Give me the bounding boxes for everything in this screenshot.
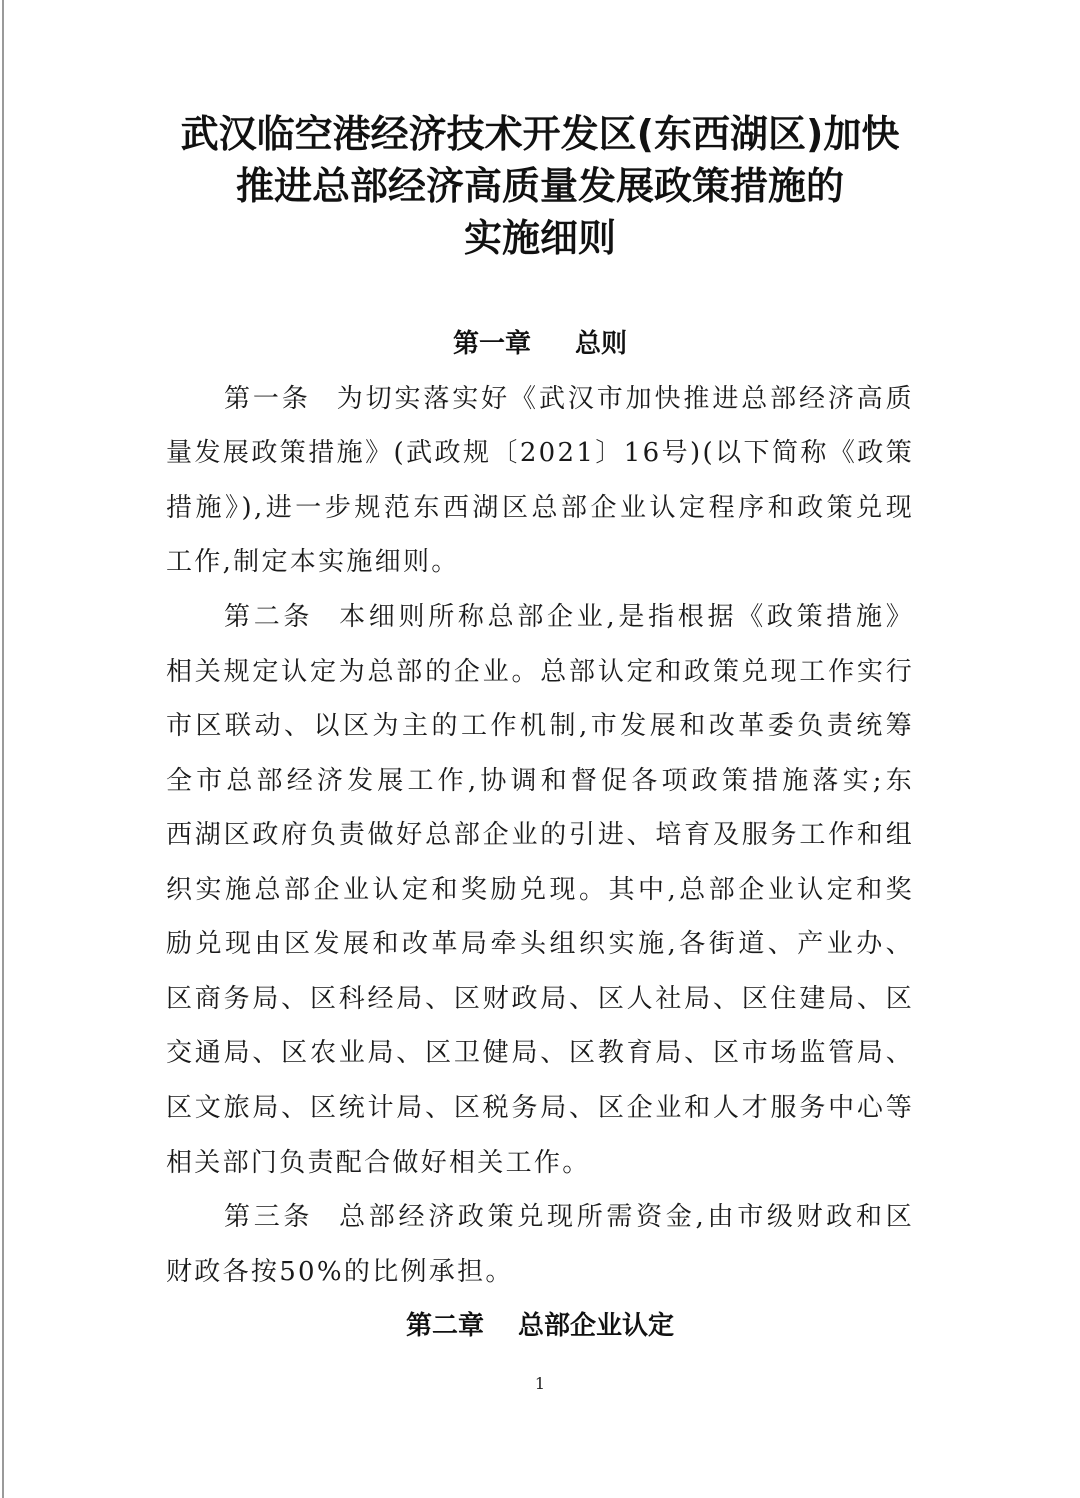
chapter-1-number: 第一章 bbox=[452, 329, 531, 359]
article-2-line-9: 交通局、区农业局、区卫健局、区教育局、区市场监管局、 bbox=[166, 1038, 914, 1068]
article-2-line-10: 区文旅局、区统计局、区税务局、区企业和人才服务中心等 bbox=[166, 1093, 914, 1123]
document-title-line-2: 推进总部经济高质量发展政策措施的 bbox=[235, 164, 844, 208]
chapter-1-name: 总则 bbox=[575, 329, 628, 359]
article-2-line-2: 相关规定认定为总部的企业。总部认定和政策兑现工作实行 bbox=[166, 657, 914, 687]
article-2-line-11: 相关部门负责配合做好相关工作。 bbox=[166, 1148, 591, 1178]
chapter-2-heading bbox=[0, 1306, 1080, 1346]
article-1-line-2: 量发展政策措施》(武政规〔2021〕16号)(以下简称《政策 bbox=[166, 438, 914, 468]
article-1-label: 第一条 bbox=[224, 384, 311, 414]
article-1-line-3: 措施》),进一步规范东西湖区总部企业认定程序和政策兑现 bbox=[166, 493, 914, 523]
document-title-line-3: 实施细则 bbox=[463, 216, 616, 260]
document-title-line-1: 武汉临空港经济技术开发区(东西湖区)加快 bbox=[180, 112, 900, 156]
chapter-2-name: 总部企业认定 bbox=[518, 1311, 675, 1341]
article-3-label: 第三条 bbox=[224, 1202, 314, 1232]
article-2-label: 第二条 bbox=[224, 602, 314, 632]
chapter-1-heading bbox=[0, 324, 1080, 364]
article-2-line-6: 织实施总部企业认定和奖励兑现。其中,总部企业认定和奖 bbox=[166, 875, 914, 905]
chapter-2-number: 第二章 bbox=[405, 1311, 484, 1341]
article-2-line-7: 励兑现由区发展和改革局牵头组织实施,各街道、产业办、 bbox=[166, 929, 914, 959]
article-3-line-1: 第三条 总部经济政策兑现所需资金,由市级财政和区 bbox=[224, 1202, 914, 1232]
article-3-line-2: 财政各按50%的比例承担。 bbox=[166, 1257, 514, 1287]
article-1-line-1: 第一条 为切实落实好《武汉市加快推进总部经济高质 bbox=[224, 384, 914, 414]
article-2-line-4: 全市总部经济发展工作,协调和督促各项政策措施落实;东 bbox=[166, 766, 914, 796]
article-2-line-8: 区商务局、区科经局、区财政局、区人社局、区住建局、区 bbox=[166, 984, 914, 1014]
article-2-line-3: 市区联动、以区为主的工作机制,市发展和改革委负责统筹 bbox=[166, 711, 914, 741]
article-2-line-1: 第二条 本细则所称总部企业,是指根据《政策措施》 bbox=[224, 602, 914, 632]
article-1-line-4: 工作,制定本实施细则。 bbox=[166, 547, 460, 577]
article-2-line-5: 西湖区政府负责做好总部企业的引进、培育及服务工作和组 bbox=[166, 820, 914, 850]
page-number: 1 bbox=[534, 1374, 546, 1393]
